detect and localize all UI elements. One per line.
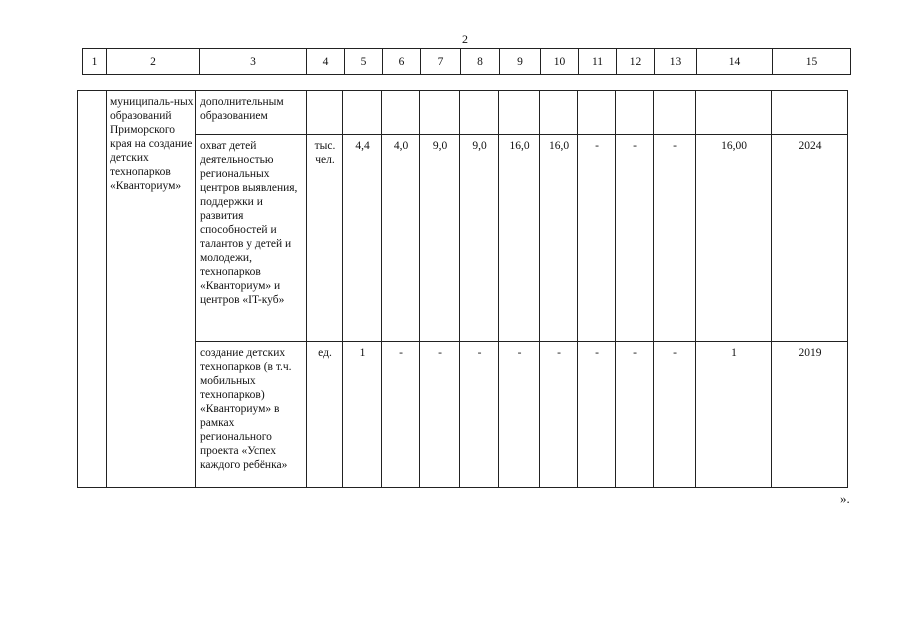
value-cell: - — [382, 342, 420, 488]
value-cell: - — [654, 135, 696, 342]
indicator-cell: дополнительным образованием — [196, 91, 307, 135]
value-cell: - — [654, 342, 696, 488]
header-cell: 1 — [83, 49, 107, 75]
value-cell: 4,0 — [382, 135, 420, 342]
empty-cell — [540, 91, 578, 135]
empty-cell — [420, 91, 460, 135]
empty-cell — [382, 91, 420, 135]
header-cell: 2 — [107, 49, 200, 75]
unit-cell: тыс. чел. — [307, 135, 343, 342]
empty-cell — [578, 91, 616, 135]
row-number-cell — [78, 91, 107, 488]
header-cell: 11 — [579, 49, 617, 75]
header-cell: 5 — [345, 49, 383, 75]
page-number: 2 — [462, 32, 468, 46]
value-cell: - — [540, 342, 578, 488]
header-cell: 14 — [697, 49, 773, 75]
unit-cell: ед. — [307, 342, 343, 488]
value-cell: - — [499, 342, 540, 488]
empty-cell — [696, 91, 772, 135]
header-cell: 10 — [541, 49, 579, 75]
header-cell: 4 — [307, 49, 345, 75]
header-cell: 7 — [421, 49, 461, 75]
value-cell: 4,4 — [343, 135, 382, 342]
data-table — [77, 90, 848, 488]
header-cell: 3 — [200, 49, 307, 75]
header-row — [83, 49, 851, 75]
indicator-cell: охват детей деятельностью региональных центров выявления, поддержки и развития способностей и талантов у детей и молодежи, технопарков «Кванториум» и центров «IT-куб» — [196, 135, 307, 342]
entity-cell: муниципаль-ных образований Приморского края на создание детских технопарков «Кванториум» — [107, 91, 196, 488]
empty-cell — [307, 91, 343, 135]
value-cell: 16,00 — [696, 135, 772, 342]
header-cell: 8 — [461, 49, 500, 75]
empty-cell — [772, 91, 848, 135]
value-cell: 16,0 — [540, 135, 578, 342]
closing-quote: ». — [840, 491, 850, 506]
empty-cell — [616, 91, 654, 135]
value-cell: 9,0 — [460, 135, 499, 342]
value-cell: 1 — [343, 342, 382, 488]
header-cell: 6 — [383, 49, 421, 75]
value-cell: - — [578, 135, 616, 342]
column-number-header — [82, 48, 851, 75]
empty-cell — [654, 91, 696, 135]
empty-cell — [343, 91, 382, 135]
year-cell: 2019 — [772, 342, 848, 488]
header-cell: 12 — [617, 49, 655, 75]
value-cell: - — [420, 342, 460, 488]
value-cell: 1 — [696, 342, 772, 488]
empty-cell — [499, 91, 540, 135]
indicator-cell: создание детских технопарков (в т.ч. мобильных технопарков) «Кванториум» в рамках регионального проекта «Успех каждого ребёнка» — [196, 342, 307, 488]
table-row — [78, 91, 848, 135]
header-cell: 15 — [773, 49, 851, 75]
year-cell: 2024 — [772, 135, 848, 342]
value-cell: - — [616, 342, 654, 488]
empty-cell — [460, 91, 499, 135]
value-cell: 9,0 — [420, 135, 460, 342]
value-cell: - — [578, 342, 616, 488]
value-cell: - — [616, 135, 654, 342]
header-cell: 13 — [655, 49, 697, 75]
header-cell: 9 — [500, 49, 541, 75]
value-cell: - — [460, 342, 499, 488]
value-cell: 16,0 — [499, 135, 540, 342]
